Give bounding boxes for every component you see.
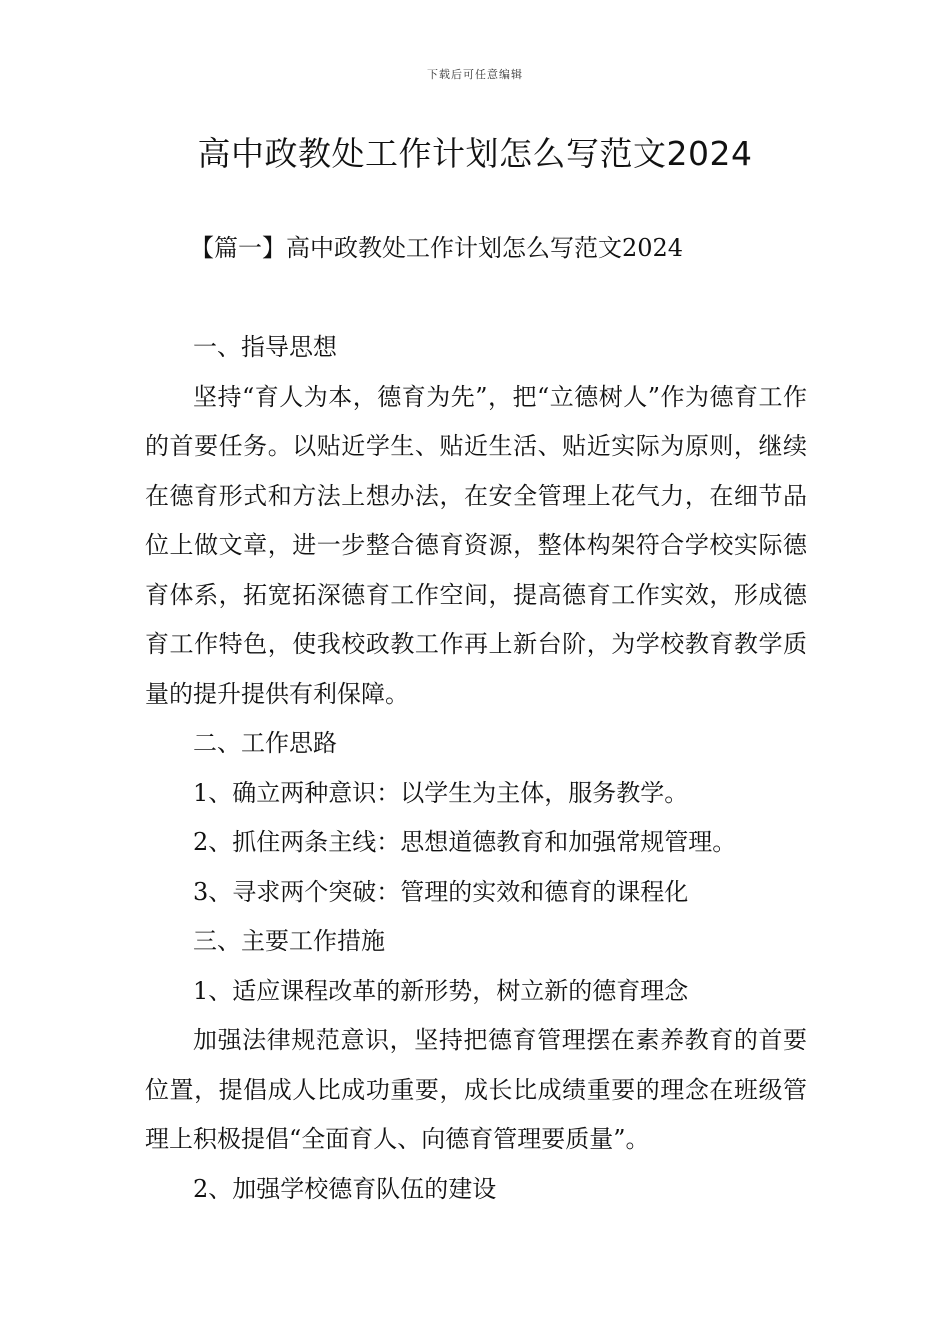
list-item: 2、抓住两条主线：思想道德教育和加强常规管理。 [193,828,737,856]
section-heading: 【篇一】高中政教处工作计划怎么写范文2024 [190,234,684,262]
paragraph-measure-detail: 加强法律规范意识，坚持把德育管理摆在素养教育的首要位置，提倡成人比成功重要，成长比成绩重要的理念在班级管理上积极提倡“全面育人、向德育管理要质量”。 [145,1026,807,1153]
heading-guiding-ideology: 一、指导思想 [193,333,337,361]
header-note: 下载后可任意编辑 [427,68,523,81]
document-title: 高中政教处工作计划怎么写范文2024 [197,134,753,173]
list-item: 1、确立两种意识：以学生为主体，服务教学。 [193,778,689,807]
heading-main-measures: 三、主要工作措施 [193,927,385,955]
document-body [145,323,807,1214]
paragraph-guiding-ideology: 坚持“育人为本，德育为先”，把“立德树人”作为德育工作的首要任务。以贴近学生、贴近生活、贴近实际为原则，继续在德育形式和方法上想办法，在安全管理上花气力，在细节品位上做文章，进一步整合德育资源，整体构架符合学校实际德育体系，拓宽拓深德育工作空间，提高德育工作实效，形成德育工作特色，使我校政教工作再上新台阶，为学校教育教学质量的提升提供有利保障。 [145,382,807,708]
list-item: 1、适应课程改革的新形势，树立新的德育理念 [193,976,689,1005]
list-item: 3、寻求两个突破：管理的实效和德育的课程化 [193,877,689,906]
heading-work-approach: 二、工作思路 [193,729,337,757]
list-item: 2、加强学校德育队伍的建设 [193,1174,497,1203]
